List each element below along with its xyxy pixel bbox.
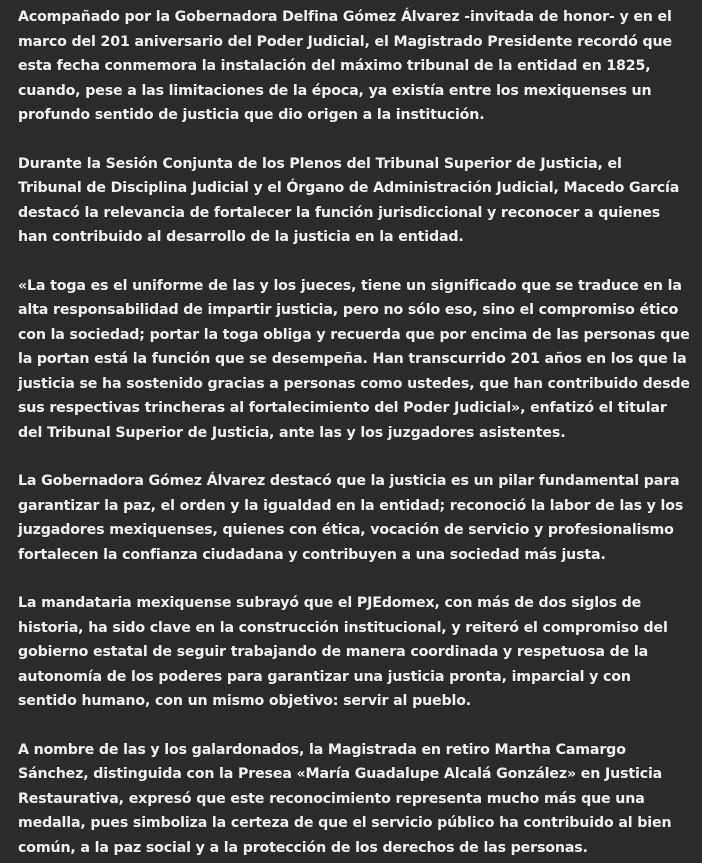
paragraph-1: Acompañado por la Gobernadora Delfina Gómez Álvarez -invitada de honor- y en el marco del 201 aniversario del Poder Judicial, el Magistrado Presidente recordó que esta fecha conmemora la instalación del máximo tribunal de la entidad en 1825, cuando, pese a las limitaciones de la época, ya existía entre los mexiquenses un profundo sentido de justicia que dio origen a la institución. — [18, 9, 672, 123]
paragraph-3: «La toga es el uniforme de las y los jueces, tiene un significado que se traduce en la alta responsabilidad de impartir justicia, pero no sólo eso, sino el compromiso ético con la sociedad; portar la toga obliga y recuerda que por encima de las personas que la portan está la función que se desempeña. Han transcurrido 201 años en los que la justicia se ha sostenido gracias a personas como ustedes, que han contribuido desde sus respectivas trincheras al fortalecimiento del Poder Judicial», enfatizó el titular del Tribunal Superior de Justicia, ante las y los juzgadores asistentes. — [18, 277, 690, 441]
paragraph-5: La mandataria mexiquense subrayó que el PJEdomex, con más de dos siglos de historia, ha sido clave en la construcción institucional, y reiteró el compromiso del gobierno estatal de seguir trabajando de manera coordinada y respetuosa de la autonomía de los poderes para garantizar una justicia pronta, imparcial y con sentido humano, con un mismo objetivo: servir al pueblo. — [18, 595, 668, 709]
paragraph-6: A nombre de las y los galardonados, la Magistrada en retiro Martha Camargo Sánchez, distinguida con la Presea «María Guadalupe Alcalá González» en Justicia Restaurativa, expresó que este reconocimiento representa mucho más que una medalla, pues simboliza la certeza de que el servicio público ha contribuido al bien común, a la paz social y a la protección de los derechos de las personas. — [18, 741, 672, 856]
paragraph-2: Durante la Sesión Conjunta de los Plenos del Tribunal Superior de Justicia, el Tribunal de Disciplina Judicial y el Órgano de Administración Judicial, Macedo García destacó la relevancia de fortalecer la función jurisdiccional y reconocer a quienes han contribuido al desarrollo de la justicia en la entidad. — [18, 155, 680, 245]
paragraph-4: La Gobernadora Gómez Álvarez destacó que la justicia es un pilar fundamental para garantizar la paz, el orden y la igualdad en la entidad; reconoció la labor de las y los juzgadores mexiquenses, quienes con ética, vocación de servicio y profesionalismo fortalecen la confianza ciudadana y contribuyen a una sociedad más justa. — [18, 473, 684, 563]
